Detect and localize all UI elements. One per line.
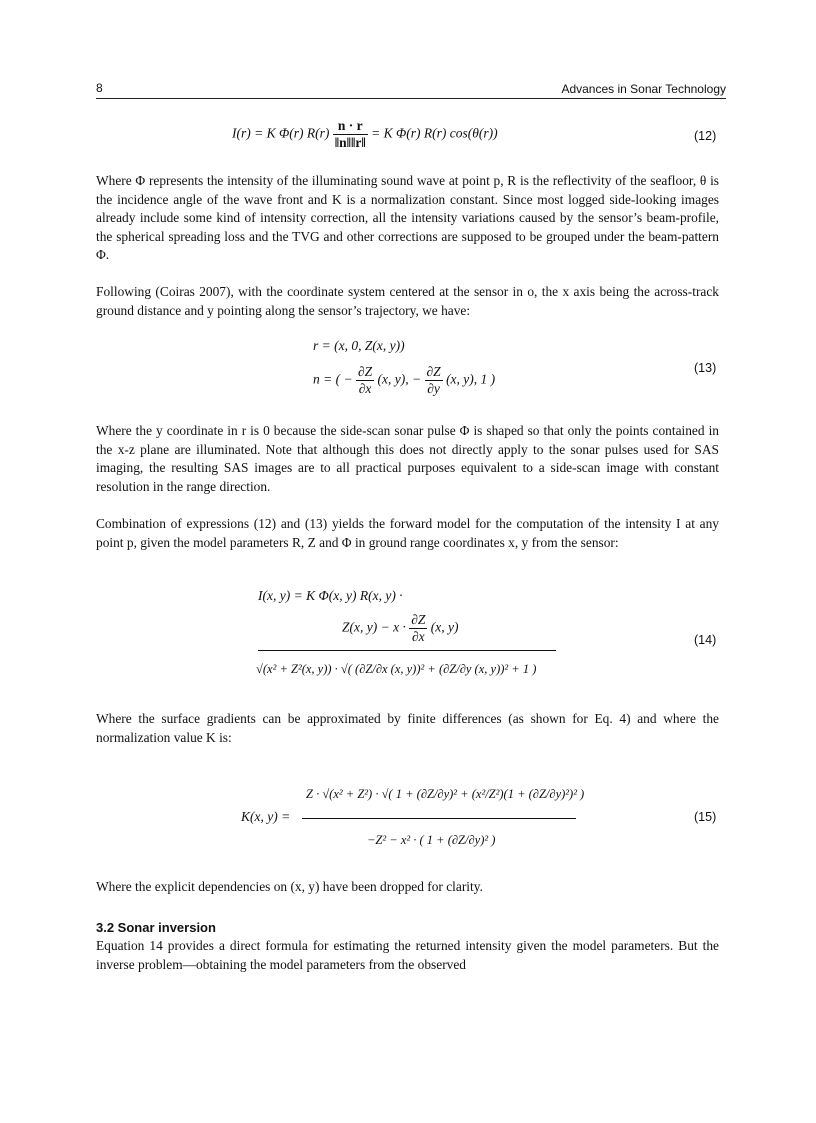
eq13-frac-x-den: ∂x <box>358 381 372 396</box>
eq13-suffix: (x, y), 1 ) <box>446 371 496 387</box>
eq13-number: (13) <box>694 361 717 375</box>
eq13-frac-y-den: ∂y <box>427 381 440 396</box>
equation-15-denominator: −Z² − x² · ( 1 + (∂Z/∂y)² ) <box>367 833 496 847</box>
eq12-right: = K Φ(r) R(r) cos(θ(r)) <box>371 125 498 141</box>
equation-14-numerator <box>342 612 459 645</box>
eq14-number: (14) <box>694 633 717 647</box>
eq14-num-frac-den: ∂x <box>411 629 425 644</box>
paragraph-5: Where the surface gradients can be approximated by finite differences (as shown for Eq. 4) and where the normalization value K is: <box>96 711 719 745</box>
equation-15-numerator: Z · √(x² + Z²) · √( 1 + (∂Z/∂y)² + (x²/Z²)(1 + (∂Z/∂y)²)² ) <box>306 787 585 801</box>
paragraph-3: Where the y coordinate in r is 0 because the side-scan sonar pulse Φ is shaped so that only the points contained in the x-z plane are illuminated. Note that although this does not directly apply to the sonar pulses used for SAS imaging, the resulting SAS images are to all practical purposes equivalent to a side-scan image with constant resolution in the range direction. <box>96 423 719 494</box>
paragraph-6: Where the explicit dependencies on (x, y) have been dropped for clarity. <box>96 879 483 894</box>
paragraph-4: Combination of expressions (12) and (13) yields the forward model for the computation of the intensity I at any point p, given the model parameters R, Z and Φ in ground range coordinates x, y from the sensor: <box>96 516 719 550</box>
equation-14-denominator: √(x² + Z²(x, y)) · √( (∂Z/∂x (x, y))² + (∂Z/∂y (x, y))² + 1 ) <box>256 662 537 676</box>
equation-15-lhs: K(x, y) = <box>241 809 291 824</box>
eq14-num-a: Z(x, y) − x · <box>342 619 406 635</box>
eq13-frac-y-num: ∂Z <box>426 364 441 379</box>
eq12-frac-denominator: ‖n‖‖r‖ <box>334 135 366 150</box>
eq12-fraction <box>333 118 368 151</box>
eq13-frac-x-num: ∂Z <box>357 364 373 379</box>
eq12-frac-numerator: n · r <box>333 118 368 135</box>
eq13-frac-y <box>425 364 443 397</box>
running-title: Advances in Sonar Technology <box>561 82 726 96</box>
eq14-num-frac <box>409 612 427 645</box>
equation-14-line-1: I(x, y) = K Φ(x, y) R(x, y) · <box>258 588 403 603</box>
equation-13-line-2 <box>313 364 495 397</box>
eq14-num-frac-num: ∂Z <box>411 612 426 627</box>
section-heading: 3.2 Sonar inversion <box>96 920 216 935</box>
eq13-mid: (x, y), − <box>377 371 422 387</box>
eq12-left: I(r) = K Φ(r) R(r) <box>232 125 330 141</box>
page-number: 8 <box>96 81 103 95</box>
eq12-number: (12) <box>694 129 717 143</box>
eq13-frac-x <box>356 364 374 397</box>
paragraph-7: Equation 14 provides a direct formula for estimating the returned intensity given the model parameters. But the inverse problem—obtaining the model parameters from the observed <box>96 938 719 972</box>
running-header <box>96 80 726 99</box>
paragraph-2: Following (Coiras 2007), with the coordinate system centered at the sensor in o, the x axis being the across-track ground distance and y pointing along the sensor’s trajectory, we have: <box>96 284 719 318</box>
equation-12 <box>232 118 498 151</box>
paragraph-1: Where Φ represents the intensity of the illuminating sound wave at point p, R is the reflectivity of the seafloor, θ is the incidence angle of the wave front and K is a normalization constant. Since most logged side-looking images already include some kind of intensity correction, all the intensity variations caused by the sensor’s beam-profile, the spherical spreading loss and the TVG and other corrections are supposed to be grouped under the beam-pattern Φ. <box>96 173 719 263</box>
eq14-fraction-bar <box>258 650 556 651</box>
equation-13-line-1: r = (x, 0, Z(x, y)) <box>313 338 405 353</box>
eq15-fraction-bar <box>302 818 576 819</box>
eq13-prefix: n = ( − <box>313 371 353 387</box>
eq15-number: (15) <box>694 810 717 824</box>
eq14-num-b: (x, y) <box>430 619 459 635</box>
